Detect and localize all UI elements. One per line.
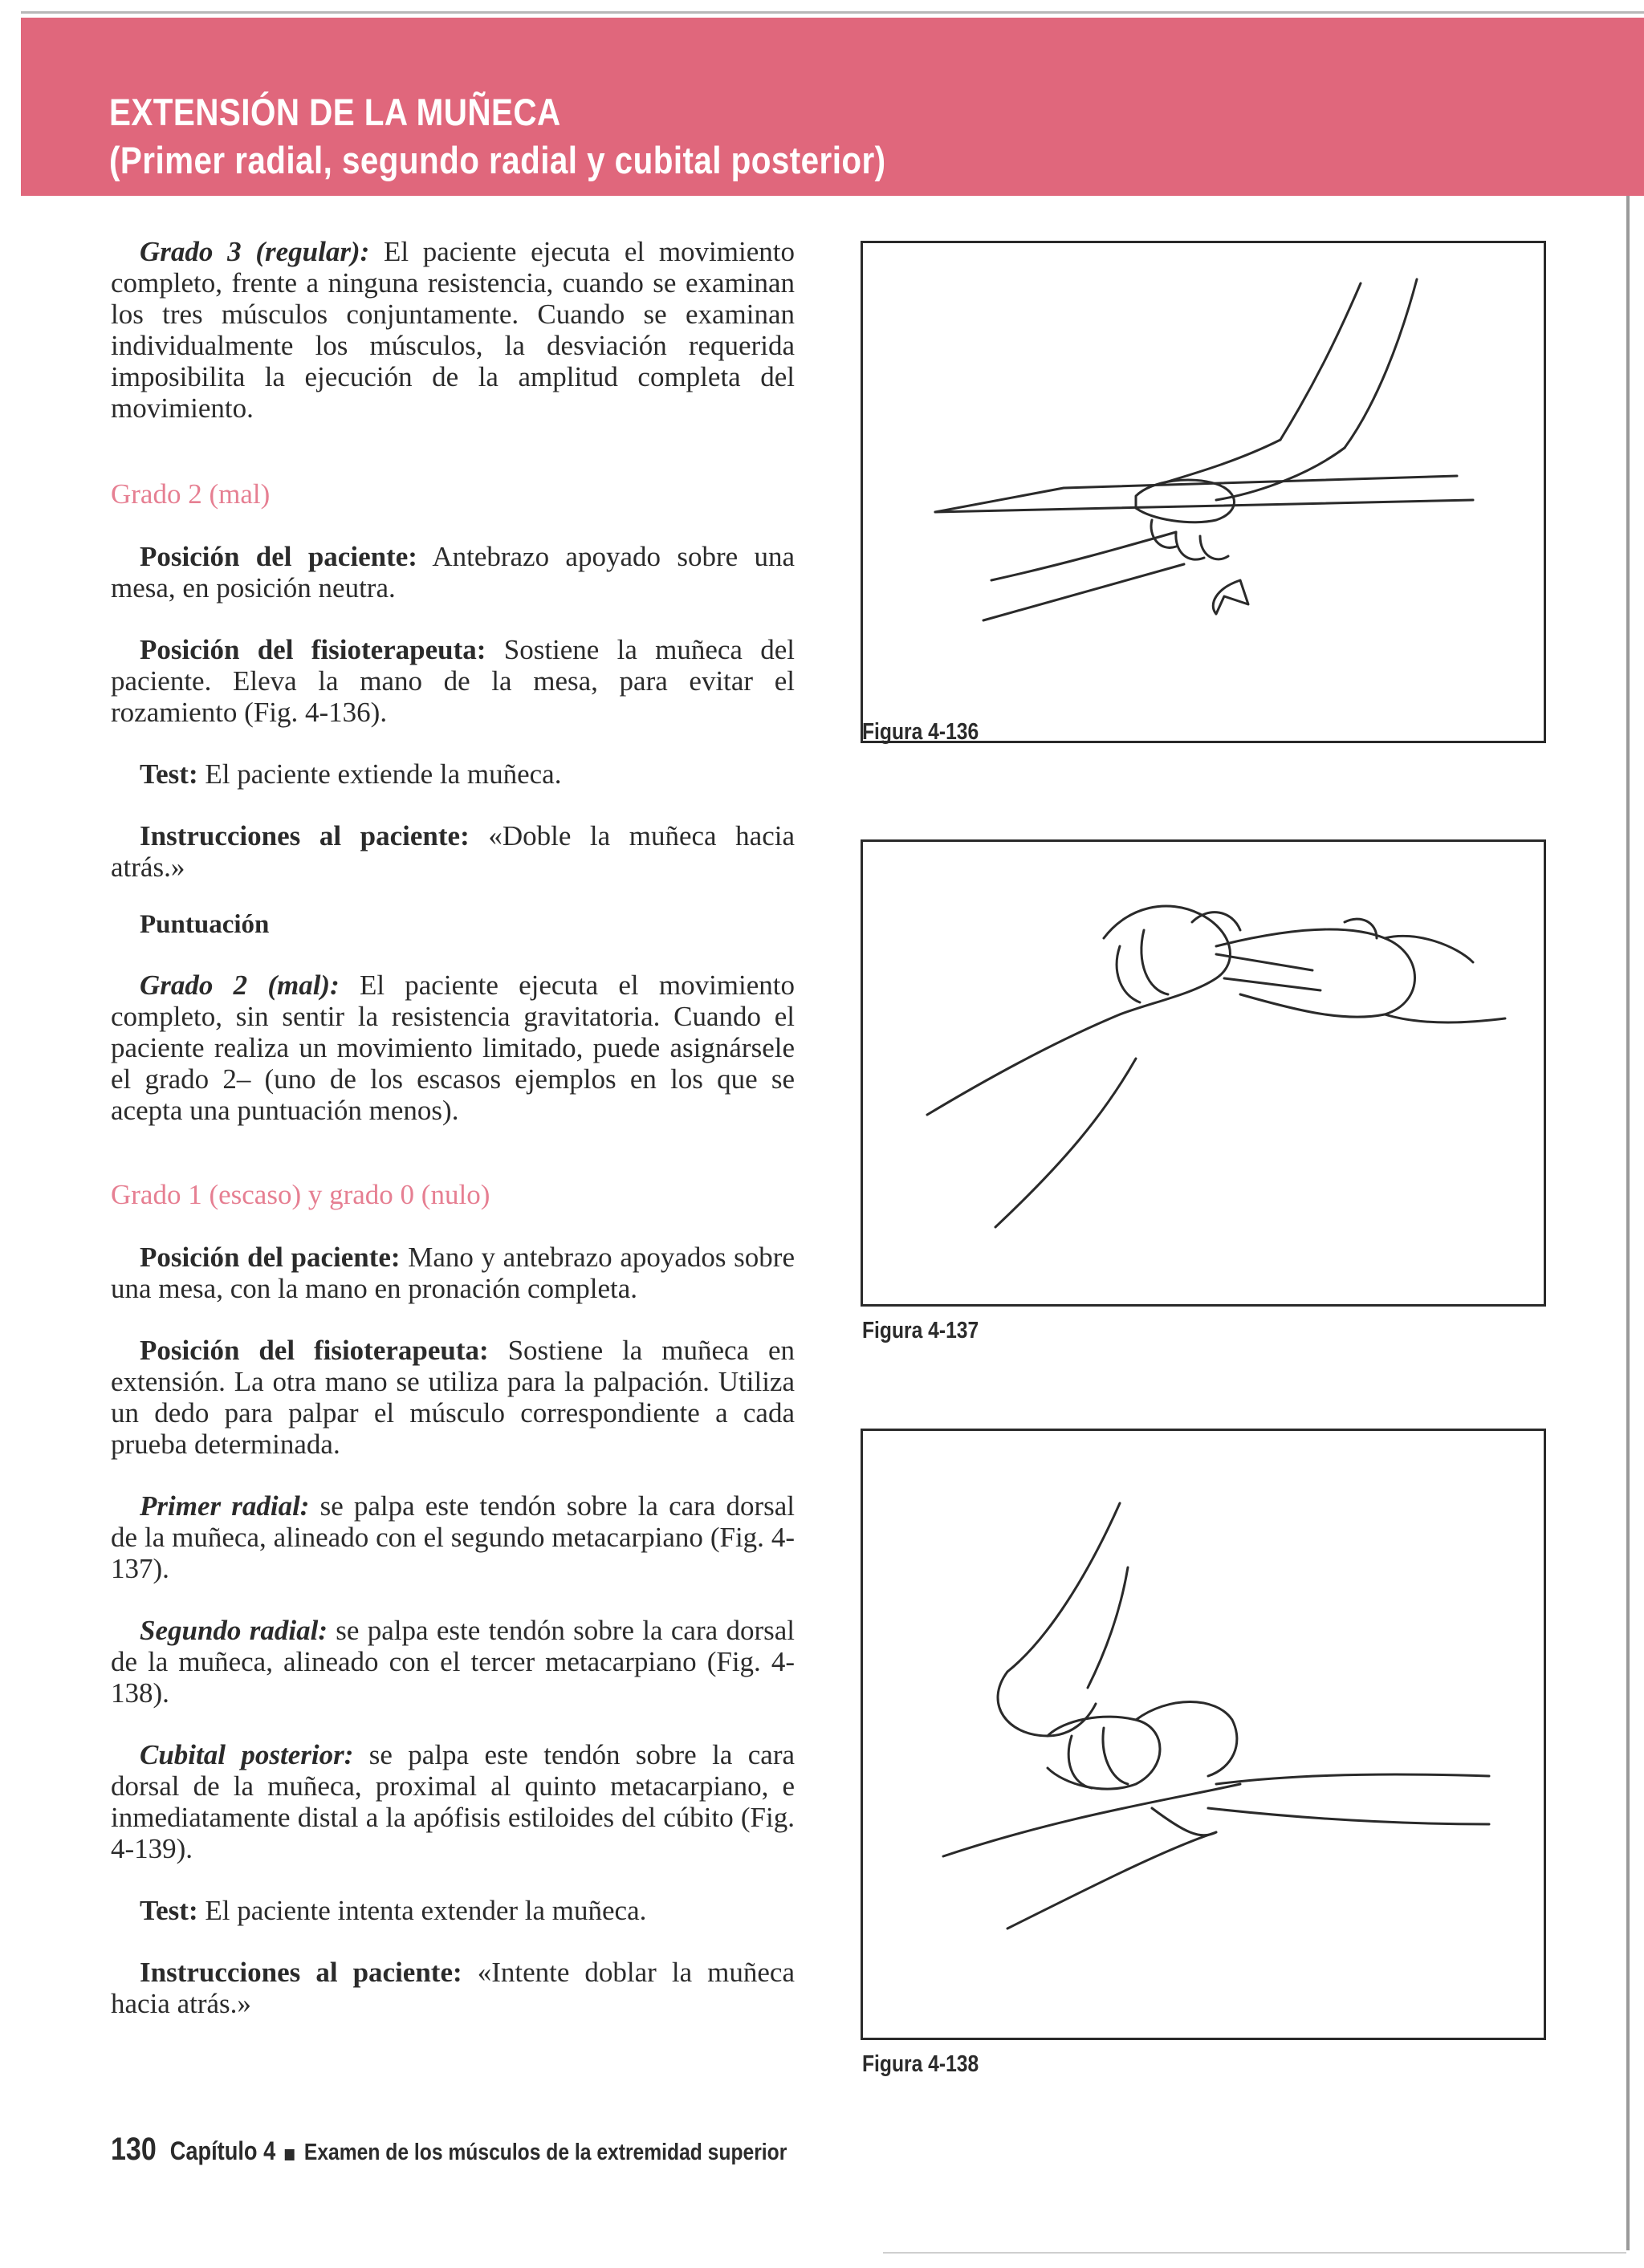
segundo-radial-label: Segundo radial: (140, 1615, 328, 1646)
cubital-posterior-label: Cubital posterior: (140, 1739, 354, 1770)
title-line-2: (Primer radial, segundo radial y cubital posterior) (109, 139, 886, 181)
title-line-1: EXTENSIÓN DE LA MUÑECA (109, 91, 561, 133)
g2-puntuacion-text: El paciente ejecuta el movimiento completo, sin sentir la resistencia gravitatoria. Cuando el paciente realiza un movimiento limitado, puede asignársele el grado 2– (uno de los escasos ejemplos en los que se acepta una puntuación menos). (111, 969, 796, 1126)
g1-posicion-paciente-label: Posición del paciente: (140, 1242, 401, 1273)
page-title (109, 88, 886, 185)
g1-test-label: Test: (140, 1895, 198, 1926)
g2-posicion-paciente-label: Posición del paciente: (140, 541, 417, 572)
g2-instrucciones-text: «Doble la muñeca hacia atrás.» (111, 820, 795, 883)
footer-chapter-title: Examen de los músculos de la extremidad superior (303, 2140, 787, 2165)
figure-4-137-caption: Figura 4-137 (862, 1318, 979, 1343)
page-number: 130 (111, 2132, 157, 2167)
top-edge-line (21, 11, 1644, 14)
grado1-heading: Grado 1 (escaso) y grado 0 (nulo) (111, 1179, 490, 1210)
g1-test-text: El paciente intenta extender la muñeca. (197, 1895, 647, 1926)
g1-posicion-fisio-text: Sostiene la muñeca en extensión. La otra mano se utiliza para la palpación. Utiliza un dedo para palpar el músculo correspondiente a cada prueba determinada. (111, 1335, 795, 1460)
g1-instrucciones-text: «Intente doblar la muñeca hacia atrás.» (111, 1957, 795, 2019)
grado3-label: Grado 3 (regular): (140, 236, 370, 267)
g2-posicion-fisio-text: Sostiene la muñeca del paciente. Eleva la mano de la mesa, para evitar el rozamiento (Fig. 4-136). (111, 634, 795, 728)
g2-instrucciones (111, 820, 795, 883)
g2-puntuacion (111, 969, 795, 1126)
g1-posicion-fisio-label: Posición del fisioterapeuta: (140, 1335, 489, 1366)
figure-4-136 (861, 241, 1546, 743)
grado3-paragraph (111, 236, 795, 424)
g2-puntuacion-label: Grado 2 (mal): (140, 969, 340, 1001)
g1-posicion-paciente (111, 1242, 795, 1304)
figure-4-137 (861, 839, 1546, 1307)
text-column (111, 236, 795, 2019)
g1-test (111, 1895, 795, 1926)
puntuacion-heading: Puntuación (140, 910, 270, 939)
figure-4-138-caption: Figura 4-138 (862, 2051, 979, 2077)
g2-posicion-fisio (111, 634, 795, 728)
palpation-illustration-icon-2 (863, 1431, 1544, 2038)
figure-4-136-caption: Figura 4-136 (862, 719, 979, 745)
primer-radial-label: Primer radial: (140, 1490, 310, 1522)
cubital-posterior (111, 1739, 795, 1864)
g2-posicion-paciente (111, 541, 795, 604)
g2-test-label: Test: (140, 758, 198, 790)
grado2-heading: Grado 2 (mal) (111, 478, 271, 510)
g2-test-text: El paciente extiende la muñeca. (197, 758, 562, 790)
wrist-extension-illustration-icon (863, 243, 1544, 741)
right-edge-line (1626, 196, 1630, 2250)
g1-instrucciones-label: Instrucciones al paciente: (140, 1957, 462, 1988)
segundo-radial-text: se palpa este tendón sobre la cara dorsal de la muñeca, alineado con el tercer metacarpiano (Fig. 4-138). (111, 1615, 795, 1709)
g1-instrucciones (111, 1957, 795, 2019)
page-footer (111, 2132, 787, 2168)
palpation-illustration-icon-1 (863, 842, 1544, 1304)
segundo-radial (111, 1615, 795, 1709)
g2-posicion-fisio-label: Posición del fisioterapeuta: (140, 634, 486, 665)
g1-posicion-paciente-text: Mano y antebrazo apoyados sobre una mesa, con la mano en pronación completa. (111, 1242, 795, 1304)
primer-radial (111, 1490, 795, 1584)
figure-4-138 (861, 1429, 1546, 2040)
bottom-edge-line (883, 2252, 1626, 2254)
g2-posicion-paciente-text: Antebrazo apoyado sobre una mesa, en posición neutra. (111, 541, 795, 604)
g1-posicion-fisio (111, 1335, 795, 1460)
primer-radial-text: se palpa este tendón sobre la cara dorsal de la muñeca, alineado con el segundo metacarpiano (Fig. 4-137). (111, 1490, 795, 1584)
footer-square-icon (285, 2149, 295, 2160)
footer-chapter: Capítulo 4 (169, 2136, 276, 2165)
g2-test (111, 758, 795, 790)
grado3-text: El paciente ejecuta el movimiento completo, frente a ninguna resistencia, cuando se examinan los tres músculos conjuntamente. Cuando se examinan individualmente los músculos, la desviación requerida imposibilita la ejecución de la amplitud completa del movimiento. (111, 236, 795, 424)
cubital-posterior-text: se palpa este tendón sobre la cara dorsal de la muñeca, proximal al quinto metacarpiano, e inmediatamente distal a la apófisis estiloides del cúbito (Fig. 4-139). (111, 1739, 796, 1864)
g2-instrucciones-label: Instrucciones al paciente: (140, 820, 470, 852)
